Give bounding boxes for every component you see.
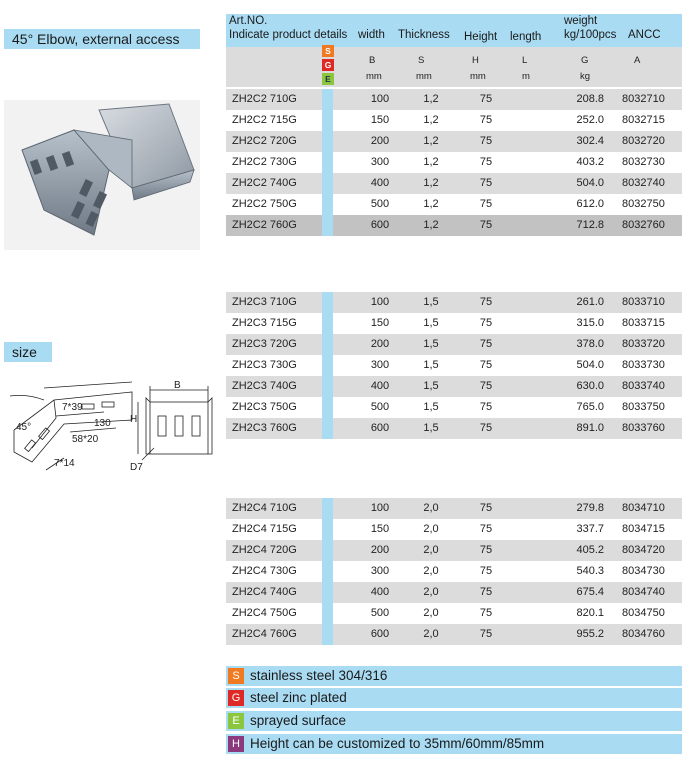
weight-value: 208.8 [576, 93, 604, 105]
legend-key: H [228, 736, 244, 752]
header-weight: weight [564, 15, 598, 27]
height-value: 75 [479, 523, 493, 535]
table-row [226, 89, 682, 110]
thickness-value: 1,5 [423, 338, 439, 350]
weight-value: 261.0 [576, 296, 604, 308]
table-row [226, 152, 682, 173]
height-value: 75 [479, 317, 493, 329]
art-number: ZH2C3 740G [232, 380, 297, 392]
width-value: 400 [370, 380, 390, 392]
weight-value: 279.8 [576, 502, 604, 514]
product-title: 45° Elbow, external access [4, 29, 200, 49]
ancc-code: 8033760 [622, 422, 665, 434]
sym-width: B [369, 55, 376, 66]
art-number: ZH2C4 750G [232, 607, 297, 619]
table-row [226, 110, 682, 131]
table-row [226, 498, 682, 519]
weight-value: 378.0 [576, 338, 604, 350]
thickness-value: 2,0 [423, 502, 439, 514]
table-subheader [226, 47, 682, 87]
thickness-value: 1,2 [423, 135, 439, 147]
header-weight-unit: kg/100pcs [564, 29, 617, 41]
dim-h: H [130, 414, 138, 425]
weight-value: 630.0 [576, 380, 604, 392]
unit-thickness: mm [416, 71, 432, 82]
header-art-no: Art.NO. [229, 15, 268, 27]
ancc-code: 8034720 [622, 544, 665, 556]
table-row [226, 334, 682, 355]
height-value: 75 [479, 544, 493, 556]
ancc-code: 8032715 [622, 114, 665, 126]
legend-item [226, 666, 682, 686]
thickness-value: 1,2 [423, 114, 439, 126]
width-value: 400 [370, 586, 390, 598]
dim-d7: D7 [130, 462, 143, 473]
thickness-value: 2,0 [423, 628, 439, 640]
weight-value: 540.3 [576, 565, 604, 577]
table-row [226, 376, 682, 397]
thickness-value: 1,2 [423, 219, 439, 231]
ancc-code: 8033730 [622, 359, 665, 371]
height-value: 75 [479, 359, 493, 371]
legend-text: Height can be customized to 35mm/60mm/85mm [250, 736, 545, 751]
dim-b: B [174, 380, 181, 391]
width-value: 100 [370, 502, 390, 514]
art-number: ZH2C4 715G [232, 523, 297, 535]
width-value: 500 [370, 198, 390, 210]
finish-color-strip [322, 89, 333, 236]
thickness-value: 1,2 [423, 198, 439, 210]
legend-key: G [228, 690, 244, 706]
weight-value: 504.0 [576, 177, 604, 189]
art-number: ZH2C2 710G [232, 93, 297, 105]
product-table-1 [226, 89, 682, 236]
height-value: 75 [479, 502, 493, 514]
thickness-value: 1,5 [423, 401, 439, 413]
height-value: 75 [479, 401, 493, 413]
table-row [226, 131, 682, 152]
size-label: size [4, 342, 52, 362]
thickness-value: 1,5 [423, 422, 439, 434]
legend-item [226, 688, 682, 708]
width-value: 200 [370, 338, 390, 350]
ancc-code: 8034715 [622, 523, 665, 535]
height-value: 75 [479, 93, 493, 105]
dimension-drawing [4, 378, 216, 474]
thickness-value: 1,5 [423, 317, 439, 329]
table-row [226, 540, 682, 561]
ancc-code: 8034740 [622, 586, 665, 598]
thickness-value: 1,5 [423, 380, 439, 392]
width-value: 600 [370, 628, 390, 640]
thickness-value: 1,2 [423, 156, 439, 168]
thickness-value: 1,5 [423, 296, 439, 308]
art-number: ZH2C2 720G [232, 135, 297, 147]
art-number: ZH2C2 760G [232, 219, 297, 231]
art-number: ZH2C3 730G [232, 359, 297, 371]
unit-width: mm [366, 71, 382, 82]
weight-value: 675.4 [576, 586, 604, 598]
unit-weight: kg [580, 71, 591, 82]
product-table-2 [226, 292, 682, 439]
ancc-code: 8034760 [622, 628, 665, 640]
table-row [226, 418, 682, 439]
art-number: ZH2C3 710G [232, 296, 297, 308]
ancc-code: 8032760 [622, 219, 665, 231]
table-row [226, 215, 682, 236]
width-value: 200 [370, 544, 390, 556]
header-width: width [358, 29, 385, 41]
ancc-code: 8034730 [622, 565, 665, 577]
art-number: ZH2C3 715G [232, 317, 297, 329]
weight-value: 891.0 [576, 422, 604, 434]
badge-zinc: G [322, 59, 334, 71]
weight-value: 504.0 [576, 359, 604, 371]
table-row [226, 561, 682, 582]
ancc-code: 8033720 [622, 338, 665, 350]
height-value: 75 [479, 114, 493, 126]
unit-height: mm [470, 71, 486, 82]
art-number: ZH2C3 750G [232, 401, 297, 413]
width-value: 500 [370, 401, 390, 413]
thickness-value: 2,0 [423, 586, 439, 598]
badge-stainless: S [322, 45, 334, 57]
thickness-value: 2,0 [423, 607, 439, 619]
height-value: 75 [479, 296, 493, 308]
width-value: 150 [370, 317, 390, 329]
ancc-code: 8032740 [622, 177, 665, 189]
height-value: 75 [479, 380, 493, 392]
ancc-code: 8033715 [622, 317, 665, 329]
header-length: length [510, 31, 542, 43]
ancc-code: 8032720 [622, 135, 665, 147]
width-value: 500 [370, 607, 390, 619]
thickness-value: 2,0 [423, 565, 439, 577]
art-number: ZH2C4 760G [232, 628, 297, 640]
art-number: ZH2C4 710G [232, 502, 297, 514]
table-row [226, 397, 682, 418]
width-value: 100 [370, 93, 390, 105]
table-row [226, 194, 682, 215]
width-value: 300 [370, 565, 390, 577]
finish-color-strip [322, 498, 333, 645]
thickness-value: 2,0 [423, 544, 439, 556]
table-row [226, 603, 682, 624]
width-value: 300 [370, 156, 390, 168]
dim-slot: 7*39 [62, 402, 83, 413]
height-value: 75 [479, 135, 493, 147]
width-value: 150 [370, 523, 390, 535]
ancc-code: 8034750 [622, 607, 665, 619]
header-ancc: ANCC [628, 29, 661, 41]
art-number: ZH2C2 750G [232, 198, 297, 210]
width-value: 150 [370, 114, 390, 126]
sym-height: H [472, 55, 479, 66]
thickness-value: 1,2 [423, 177, 439, 189]
table-row [226, 292, 682, 313]
weight-value: 302.4 [576, 135, 604, 147]
dim-angle: 45° [16, 422, 32, 433]
weight-value: 955.2 [576, 628, 604, 640]
product-image [4, 100, 200, 250]
width-value: 600 [370, 219, 390, 231]
height-value: 75 [479, 219, 493, 231]
ancc-code: 8032710 [622, 93, 665, 105]
dim-7x14: 7*14 [54, 458, 75, 469]
dim-58x20: 58*20 [72, 434, 99, 445]
product-table-3 [226, 498, 682, 645]
legend-text: steel zinc plated [250, 690, 347, 705]
sym-thickness: S [418, 55, 425, 66]
weight-value: 405.2 [576, 544, 604, 556]
table-row [226, 624, 682, 645]
height-value: 75 [479, 422, 493, 434]
art-number: ZH2C4 740G [232, 586, 297, 598]
sym-weight: G [581, 55, 589, 66]
header-thickness: Thickness [398, 29, 450, 41]
table-row [226, 582, 682, 603]
table-row [226, 313, 682, 334]
legend-text: stainless steel 304/316 [250, 668, 388, 683]
ancc-code: 8033710 [622, 296, 665, 308]
height-value: 75 [479, 198, 493, 210]
height-value: 75 [479, 565, 493, 577]
art-number: ZH2C4 730G [232, 565, 297, 577]
art-number: ZH2C2 715G [232, 114, 297, 126]
sym-ancc: A [634, 55, 641, 66]
table-header [226, 14, 682, 47]
art-number: ZH2C3 760G [232, 422, 297, 434]
ancc-code: 8032730 [622, 156, 665, 168]
badge-sprayed: E [322, 73, 334, 85]
weight-value: 315.0 [576, 317, 604, 329]
height-value: 75 [479, 156, 493, 168]
sym-length: L [522, 55, 528, 66]
width-value: 200 [370, 135, 390, 147]
table-row [226, 355, 682, 376]
height-value: 75 [479, 177, 493, 189]
ancc-code: 8033750 [622, 401, 665, 413]
table-row [226, 173, 682, 194]
legend-key: E [228, 713, 244, 729]
height-value: 75 [479, 338, 493, 350]
legend-key: S [228, 668, 244, 684]
legend-text: sprayed surface [250, 713, 347, 728]
width-value: 600 [370, 422, 390, 434]
table-row [226, 519, 682, 540]
weight-value: 612.0 [576, 198, 604, 210]
width-value: 100 [370, 296, 390, 308]
unit-length: m [522, 71, 530, 82]
art-number: ZH2C2 730G [232, 156, 297, 168]
thickness-value: 1,5 [423, 359, 439, 371]
art-number: ZH2C4 720G [232, 544, 297, 556]
art-number: ZH2C2 740G [232, 177, 297, 189]
ancc-code: 8033740 [622, 380, 665, 392]
ancc-code: 8034710 [622, 502, 665, 514]
width-value: 300 [370, 359, 390, 371]
height-value: 75 [479, 628, 493, 640]
header-details: Indicate product details [229, 29, 348, 41]
header-height: Height [464, 31, 498, 43]
weight-value: 252.0 [576, 114, 604, 126]
height-value: 75 [479, 586, 493, 598]
dim-130: 130 [94, 418, 111, 429]
legend-item [226, 711, 682, 731]
thickness-value: 2,0 [423, 523, 439, 535]
weight-value: 765.0 [576, 401, 604, 413]
width-value: 400 [370, 177, 390, 189]
ancc-code: 8032750 [622, 198, 665, 210]
finish-color-strip [322, 292, 333, 439]
weight-value: 337.7 [576, 523, 604, 535]
art-number: ZH2C3 720G [232, 338, 297, 350]
weight-value: 820.1 [576, 607, 604, 619]
height-value: 75 [479, 607, 493, 619]
thickness-value: 1,2 [423, 93, 439, 105]
legend-item [226, 734, 682, 754]
weight-value: 403.2 [576, 156, 604, 168]
weight-value: 712.8 [576, 219, 604, 231]
